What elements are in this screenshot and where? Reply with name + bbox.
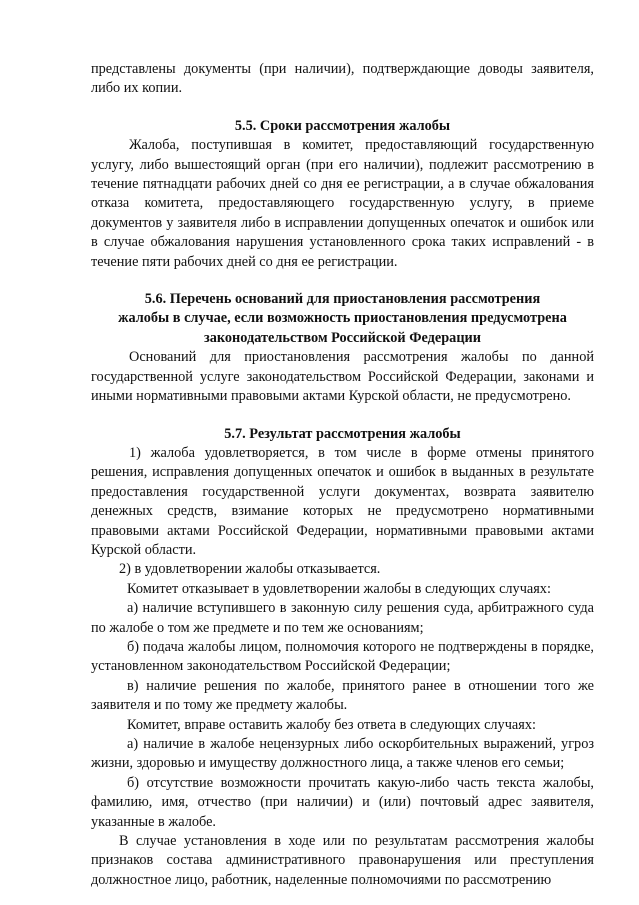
section-5-6-heading-line: законодательством Российской Федерации xyxy=(203,329,482,346)
leave-case-a: а) наличие в жалобе нецензурных либо оскорбительных выражений, угроз жизни, здоровью и имуществу должностного лица, а также членов его семьи; xyxy=(91,736,594,772)
refuse-case-b: б) подача жалобы лицом, полномочия которого не подтверждены в порядке, установленном законодательством Российской Федерации; xyxy=(91,638,594,675)
final-paragraph: В случае установления в ходе или по результатам рассмотрения жалобы признаков состава административного правонарушения или преступления должностное лицо, работник, наделенные полномочиями по рассмотрению xyxy=(91,833,594,888)
section-5-6-heading-line: жалобы в случае, если возможность приостановления предусмотрена xyxy=(118,310,567,327)
section-5-6-heading xyxy=(91,290,594,348)
section-5-6-heading-line: 5.6. Перечень оснований для приостановления рассмотрения xyxy=(144,291,541,308)
intro-paragraph: представлены документы (при наличии), подтверждающие доводы заявителя, либо их копии. xyxy=(91,61,594,97)
refuse-case-c: в) наличие решения по жалобе, принятого ранее в отношении того же заявителя и по тому же предмету жалобы. xyxy=(91,677,594,714)
refuse-case-a: а) наличие вступившего в законную силу решения суда, арбитражного суда по жалобе о том же предмете и по тем же основаниям; xyxy=(91,600,594,636)
section-5-5-paragraph: Жалоба, поступившая в комитет, предоставляющий государственную услугу, либо вышестоящий орган (при его наличии), подлежит рассмотрению в течение пятнадцати рабочих дней со дня ее регистрации, а в случае обжалования отказа комитета, предоставляющего государственную услугу, в приеме документов у заявителя либо в исправлении допущенных опечаток и ошибок или в случае обжалования нарушения установленного срока таких исправлений - в течение пяти рабочих дней со дня ее регистрации. xyxy=(91,137,594,270)
section-5-7-heading: 5.7. Результат рассмотрения жалобы xyxy=(224,425,461,442)
result-item-2: 2) в удовлетворении жалобы отказывается. xyxy=(119,561,381,578)
result-item-1: 1) жалоба удовлетворяется, в том числе в форме отмены принятого решения, исправления допущенных опечаток и ошибок в выданных в результате предоставления государственной услуги документах, возврата заявителю денежных средств, взимание которых не предусмотрено нормативными правовыми актами Российской Федерации, нормативными правовыми актами Курской области. xyxy=(91,444,594,558)
section-5-5-heading: 5.5. Сроки рассмотрения жалобы xyxy=(234,117,451,134)
document-page xyxy=(91,60,594,890)
section-5-6-paragraph: Оснований для приостановления рассмотрения жалобы по данной государственной услуге законодательством Российской Федерации, законами и иными нормативными правовыми актами Курской области, не предусмотрено. xyxy=(91,349,594,405)
leave-case-b: б) отсутствие возможности прочитать какую-либо часть текста жалобы, фамилию, имя, отчество (при наличии) и (или) почтовый адрес заявителя, указанные в жалобе. xyxy=(91,774,594,830)
leave-cases-intro: Комитет, вправе оставить жалобу без ответа в следующих случаях: xyxy=(127,716,536,733)
refuse-cases-intro: Комитет отказывает в удовлетворении жалобы в следующих случаях: xyxy=(127,580,551,597)
